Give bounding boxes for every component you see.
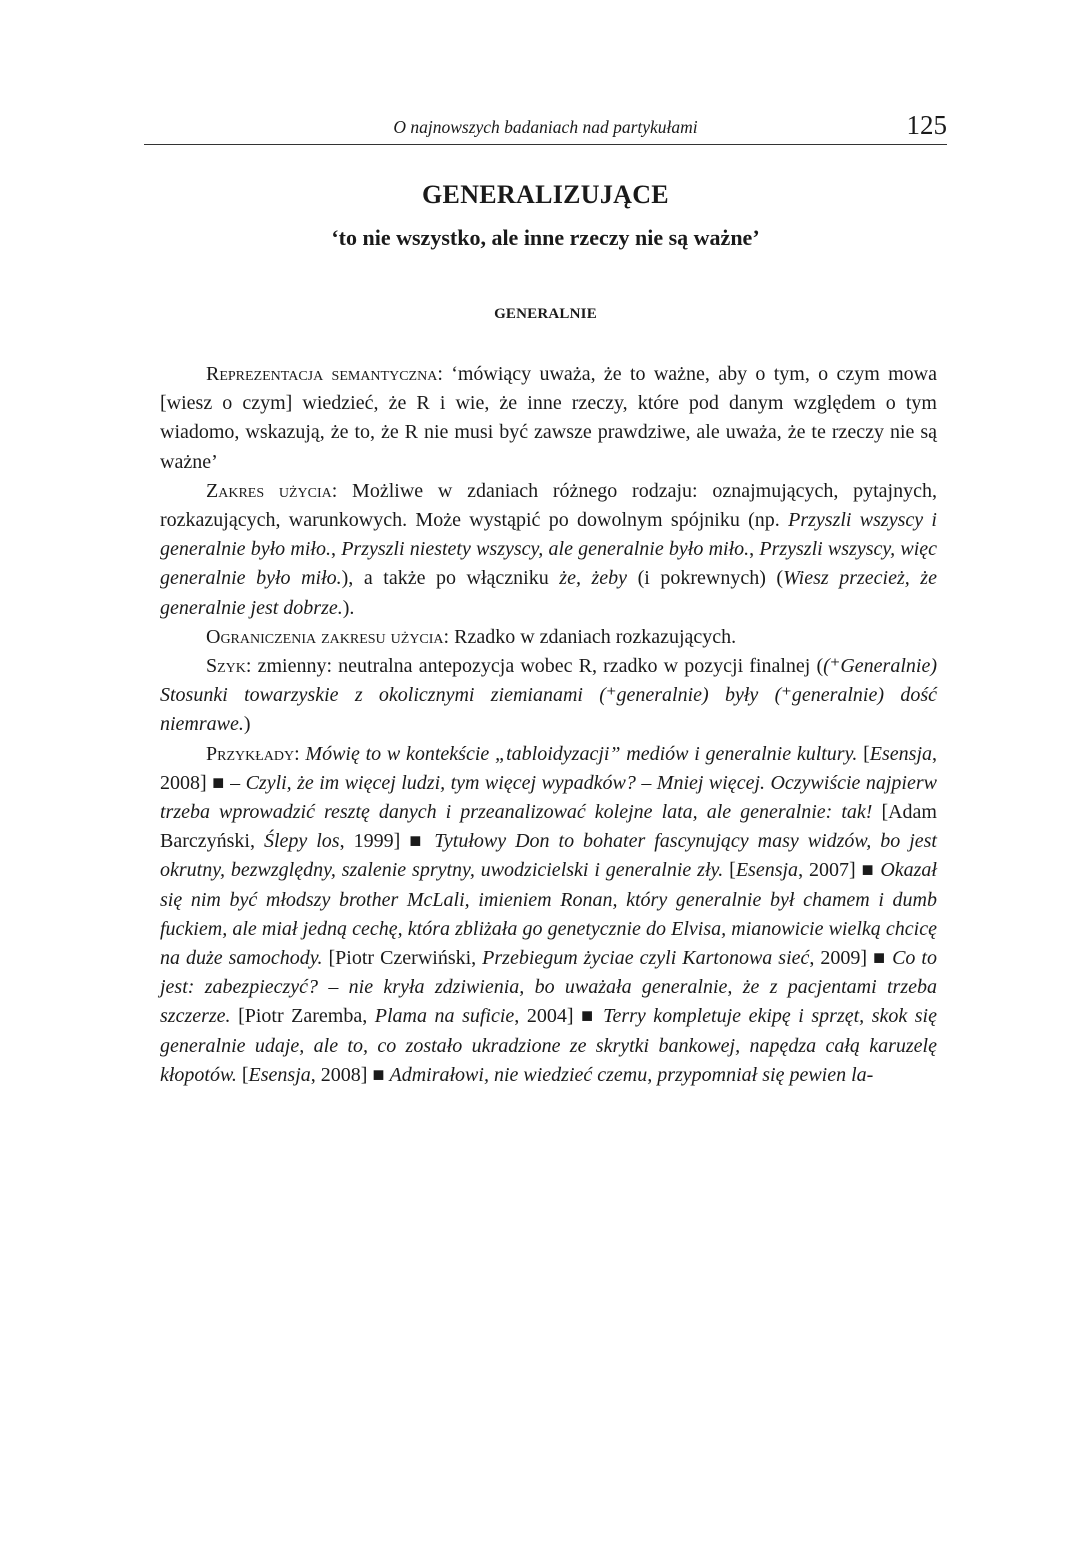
example-6-source: Esensja [248,1063,311,1086]
label-examples: Przykłady [206,742,295,765]
scope-text-6: ). [342,596,355,619]
order-text-1: : zmienny: neutralna antepozycja wobec R, rzadko w pozycji finalnej ( [245,655,824,678]
paragraph-order [160,652,937,740]
label-order: Szyk [206,655,246,678]
example-1: Mówię to w kontekście „tabloidyzacji” mediów i generalnie kultury. [305,742,858,765]
page-number: 125 [906,110,947,140]
scope-example-5: Wiesz przecież, że generalnie jest dobrze. [160,567,937,619]
example-4-source-open: [Piotr Czerwiński, [322,947,483,970]
example-4-source-close: , 2009] ■ [809,947,893,970]
order-text-2: ) [243,713,251,736]
scope-text-1: : Możliwe w zdaniach różnego rodzaju: oznajmujących, pytajnych, rozkazujących, warunkowych. Może wystąpić po dowolnym spójniku (np. [160,479,937,532]
scope-text-5: (i pokrewnych) ( [627,567,784,590]
example-3-source: Esensja [735,859,799,882]
paragraph-restrictions [160,623,937,652]
example-4: Okazał się nim być młodszy brother McLali, imieniem Ronan, który generalnie był chamem i dumb fuckiem, ale miał jedną cechę, która zbliżała go genetycznie do Elvisa, mianowicie wielką chcicę na duże samochody. [160,859,937,970]
example-5-source: Plama na suficie [374,1005,515,1028]
scope-example-3: Przyszli wszyscy, więc generalnie było miło. [160,538,938,590]
example-6-source-open: [ [236,1063,249,1086]
entry-word: GENERALNIE [494,306,597,322]
scope-example-2: Przyszli niestety wszyscy, ale generalnie było miło. [341,538,750,561]
example-3: Tytułowy Don to bohater fascynujący masy widzów, bo jest okrutny, bezwzględny, szalenie sprytny, uwodzicielski i generalnie zły. [160,830,937,882]
paragraph-scope [160,477,937,623]
example-3-source-close: , 2007] ■ [798,859,881,882]
entry-body [160,360,937,1090]
order-example-1: (⁺Generalnie) Stosunki towarzyskie z okolicznymi ziemianami (⁺generalnie) były (⁺generalnie) dość niemrawe. [160,655,937,736]
example-6-source-close: , 2008] ■ [310,1063,390,1086]
scope-text-2: , [330,538,342,561]
running-title: O najnowszych badaniach nad partykułami [393,117,698,137]
examples-text-0: : [294,742,306,765]
example-4-source: Przebiegum życiae czyli Kartonowa sieć [482,947,810,970]
example-5-source-close: , 2004] ■ [514,1005,604,1028]
example-7: Admirałowi, nie wiedzieć czemu, przypomniał się pewien la- [389,1063,874,1086]
example-2-source-open: [Adam Barczyński, [160,801,937,853]
example-2-source-close: , 1999] ■ [339,830,435,853]
example-5-source-open: [Piotr Zaremba, [230,1005,375,1028]
running-header [144,110,947,145]
example-1-source-close: , 2008] ■ [160,742,937,794]
example-5: Co to jest: zabezpieczyć? – nie kryła zdziwienia, bo uważała generalnie, że z pacjentami trzeba szczerze. [160,947,937,1028]
paragraph-semantic [160,360,937,477]
scope-text-4: ), a także po włączniku [341,567,560,590]
scope-example-1: Przyszli wszyscy i generalnie było miło. [160,509,937,561]
scope-example-4: że, żeby [559,567,628,590]
restrictions-text: : Rzadko w zdaniach rozkazujących. [443,625,737,648]
example-1-source: Esensja [869,742,932,765]
label-semantic: Reprezentacja semantyczna [206,363,438,385]
example-2: – Czyli, że im więcej ludzi, tym więcej wypadków? – Mniej więcej. Oczywiście najpierw trzeba wprowadzić resztę danych i przeanalizować kolejne lata, ale generalnie: tak! [160,771,937,824]
paragraph-examples [160,740,937,1090]
example-3-source-open: [ [723,859,736,882]
scope-text-3: , [749,538,760,561]
section-title: GENERALIZUJĄCE [422,180,669,209]
example-2-source: Ślepy los [263,830,340,853]
label-scope: Zakres użycia [206,479,332,502]
semantic-text: : ‘mówiący uważa, że to ważne, aby o tym, o czym mowa [wiesz o czym] wiedzieć, że R i wie, że inne rzeczy, które pod danym względem o tym wiadomo, wskazują, że to, że R nie musi być zawsze prawdziwe, ale uważa, że te rzeczy nie są ważne’ [160,363,938,473]
label-restrictions: Ograniczenia zakresu użycia [206,625,444,648]
example-1-source-open: [ [857,742,870,765]
example-6: Terry kompletuje ekipę i sprzęt, skok się generalnie udaje, ale to, co zostało ukradzione ze skrytki bankowej, napędza całą karuzelę kłopotów. [160,1005,937,1086]
section-subtitle: ‘to nie wszystko, ale inne rzeczy nie są ważne’ [331,225,760,250]
